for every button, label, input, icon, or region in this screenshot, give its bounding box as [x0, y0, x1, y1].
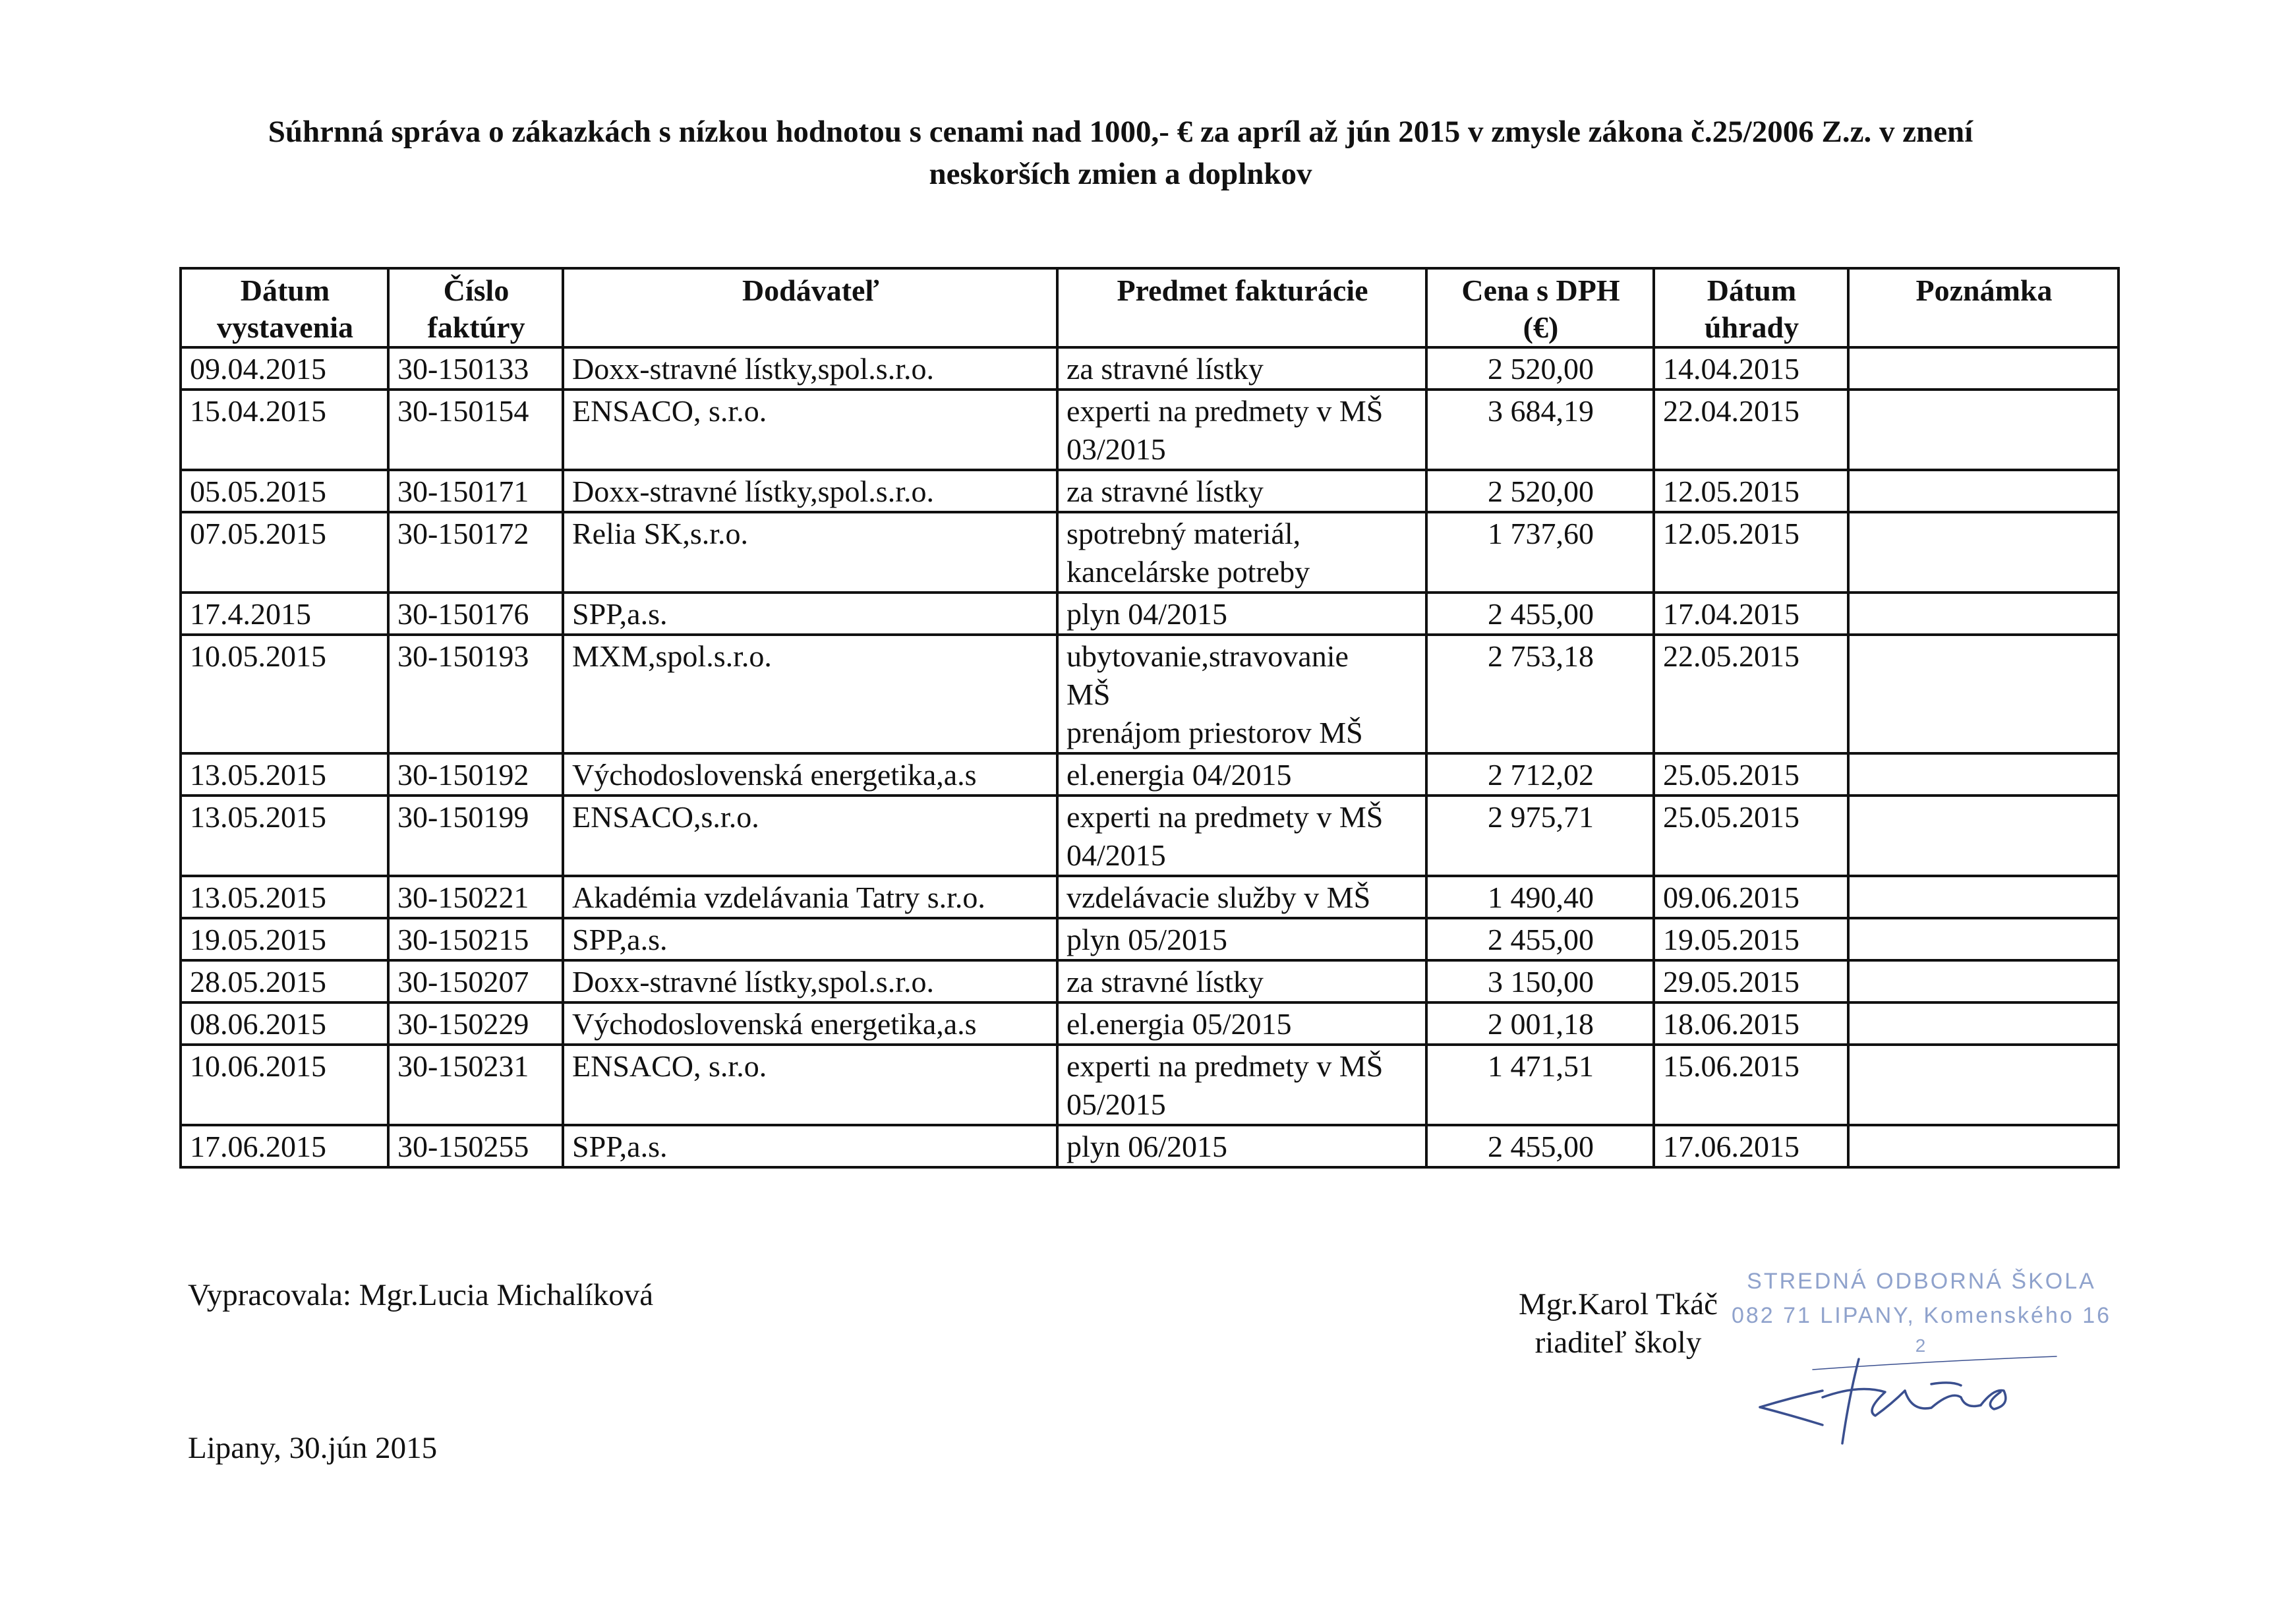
header-payment-date: Dátum úhrady	[1654, 268, 1848, 347]
cell-subject: el.energia 04/2015	[1057, 753, 1426, 796]
cell-issue-date: 28.05.2015	[181, 960, 388, 1002]
cell-invoice-number: 30-150229	[388, 1002, 563, 1045]
cell-subject: za stravné lístky	[1057, 347, 1426, 390]
cell-issue-date: 17.06.2015	[181, 1125, 388, 1167]
cell-note	[1848, 918, 2118, 960]
table-row	[181, 1045, 2118, 1125]
cell-invoice-number: 30-150199	[388, 796, 563, 876]
table-row	[181, 876, 2118, 918]
cell-issue-date: 17.4.2015	[181, 593, 388, 635]
cell-subject: vzdelávacie služby v MŠ	[1057, 876, 1426, 918]
table-row	[181, 1002, 2118, 1045]
cell-price: 2 753,18	[1426, 635, 1654, 753]
cell-invoice-number: 30-150176	[388, 593, 563, 635]
table-row	[181, 753, 2118, 796]
signature-strokes	[1760, 1356, 2057, 1443]
cell-note	[1848, 753, 2118, 796]
cell-note	[1848, 470, 2118, 512]
table-row	[181, 1125, 2118, 1167]
cell-note	[1848, 1045, 2118, 1125]
cell-price: 3 150,00	[1426, 960, 1654, 1002]
table-row	[181, 390, 2118, 470]
cell-supplier: ENSACO, s.r.o.	[563, 390, 1057, 470]
cell-price: 2 712,02	[1426, 753, 1654, 796]
table-row	[181, 918, 2118, 960]
cell-payment-date: 25.05.2015	[1654, 796, 1848, 876]
handwritten-signature	[1734, 1345, 2089, 1457]
cell-issue-date: 07.05.2015	[181, 512, 388, 593]
cell-price: 2 975,71	[1426, 796, 1654, 876]
table-row	[181, 470, 2118, 512]
cell-supplier: Doxx-stravné lístky,spol.s.r.o.	[563, 470, 1057, 512]
cell-price: 1 471,51	[1426, 1045, 1654, 1125]
document-title	[198, 111, 2043, 195]
cell-price: 2 520,00	[1426, 470, 1654, 512]
cell-price: 2 001,18	[1426, 1002, 1654, 1045]
cell-price: 3 684,19	[1426, 390, 1654, 470]
cell-subject: experti na predmety v MŠ 04/2015	[1057, 796, 1426, 876]
cell-payment-date: 17.04.2015	[1654, 593, 1848, 635]
cell-note	[1848, 635, 2118, 753]
cell-note	[1848, 960, 2118, 1002]
cell-payment-date: 18.06.2015	[1654, 1002, 1848, 1045]
cell-invoice-number: 30-150193	[388, 635, 563, 753]
cell-issue-date: 09.04.2015	[181, 347, 388, 390]
cell-payment-date: 14.04.2015	[1654, 347, 1848, 390]
cell-invoice-number: 30-150154	[388, 390, 563, 470]
cell-note	[1848, 390, 2118, 470]
director-name: Mgr.Karol Tkáč	[1519, 1287, 1718, 1321]
stamp-line-2: 082 71 LIPANY, Komenského 16	[1731, 1303, 2112, 1328]
cell-subject: experti na predmety v MŠ 05/2015	[1057, 1045, 1426, 1125]
table-row	[181, 347, 2118, 390]
cell-payment-date: 22.05.2015	[1654, 635, 1848, 753]
cell-subject: za stravné lístky	[1057, 960, 1426, 1002]
cell-note	[1848, 593, 2118, 635]
cell-subject: ubytovanie,stravovanie MŠ prenájom priestorov MŠ	[1057, 635, 1426, 753]
header-supplier: Dodávateľ	[563, 268, 1057, 347]
cell-supplier: SPP,a.s.	[563, 918, 1057, 960]
cell-supplier: SPP,a.s.	[563, 593, 1057, 635]
title-line-1: Súhrnná správa o zákazkách s nízkou hodnotou s cenami nad 1000,- € za apríl až jún 2015 v zmysle zákona č.25/2006 Z.z. v znení	[268, 115, 1973, 149]
cell-subject: plyn 04/2015	[1057, 593, 1426, 635]
stamp-line-1: STREDNÁ ODBORNÁ ŠKOLA	[1747, 1269, 2096, 1294]
cell-subject: spotrebný materiál, kancelárske potreby	[1057, 512, 1426, 593]
table-row	[181, 635, 2118, 753]
cell-issue-date: 13.05.2015	[181, 876, 388, 918]
cell-price: 2 455,00	[1426, 593, 1654, 635]
cell-payment-date: 22.04.2015	[1654, 390, 1848, 470]
cell-subject: el.energia 05/2015	[1057, 1002, 1426, 1045]
cell-supplier: Doxx-stravné lístky,spol.s.r.o.	[563, 347, 1057, 390]
header-price: Cena s DPH (€)	[1426, 268, 1654, 347]
cell-payment-date: 19.05.2015	[1654, 918, 1848, 960]
cell-payment-date: 12.05.2015	[1654, 470, 1848, 512]
cell-payment-date: 29.05.2015	[1654, 960, 1848, 1002]
cell-invoice-number: 30-150215	[388, 918, 563, 960]
cell-issue-date: 08.06.2015	[181, 1002, 388, 1045]
cell-subject: plyn 06/2015	[1057, 1125, 1426, 1167]
cell-invoice-number: 30-150172	[388, 512, 563, 593]
table-row	[181, 512, 2118, 593]
cell-supplier: ENSACO,s.r.o.	[563, 796, 1057, 876]
place-and-date: Lipany, 30.jún 2015	[188, 1431, 438, 1465]
cell-supplier: Východoslovenská energetika,a.s	[563, 753, 1057, 796]
header-issue-date: Dátum vystavenia	[181, 268, 388, 347]
cell-invoice-number: 30-150171	[388, 470, 563, 512]
cell-invoice-number: 30-150133	[388, 347, 563, 390]
director-title: riaditeľ školy	[1534, 1325, 1702, 1360]
cell-supplier: ENSACO, s.r.o.	[563, 1045, 1057, 1125]
table-header-row	[181, 268, 2118, 347]
cell-invoice-number: 30-150255	[388, 1125, 563, 1167]
cell-invoice-number: 30-150221	[388, 876, 563, 918]
table-row	[181, 960, 2118, 1002]
cell-price: 2 455,00	[1426, 1125, 1654, 1167]
cell-supplier: Relia SK,s.r.o.	[563, 512, 1057, 593]
cell-issue-date: 13.05.2015	[181, 796, 388, 876]
cell-supplier: Akadémia vzdelávania Tatry s.r.o.	[563, 876, 1057, 918]
invoice-table	[179, 267, 2120, 1169]
cell-note	[1848, 512, 2118, 593]
header-subject: Predmet fakturácie	[1057, 268, 1426, 347]
cell-invoice-number: 30-150231	[388, 1045, 563, 1125]
prepared-by: Vypracovala: Mgr.Lucia Michalíková	[188, 1278, 654, 1312]
table-body	[181, 347, 2118, 1167]
cell-note	[1848, 796, 2118, 876]
cell-issue-date: 15.04.2015	[181, 390, 388, 470]
cell-note	[1848, 347, 2118, 390]
cell-payment-date: 25.05.2015	[1654, 753, 1848, 796]
cell-subject: experti na predmety v MŠ 03/2015	[1057, 390, 1426, 470]
cell-issue-date: 05.05.2015	[181, 470, 388, 512]
cell-issue-date: 10.06.2015	[181, 1045, 388, 1125]
cell-payment-date: 15.06.2015	[1654, 1045, 1848, 1125]
cell-supplier: SPP,a.s.	[563, 1125, 1057, 1167]
cell-supplier: Východoslovenská energetika,a.s	[563, 1002, 1057, 1045]
cell-payment-date: 09.06.2015	[1654, 876, 1848, 918]
table-row	[181, 796, 2118, 876]
stamp-line-3: 2	[1915, 1335, 1928, 1356]
cell-note	[1848, 876, 2118, 918]
cell-issue-date: 13.05.2015	[181, 753, 388, 796]
cell-invoice-number: 30-150207	[388, 960, 563, 1002]
header-invoice-number: Číslo faktúry	[388, 268, 563, 347]
cell-note	[1848, 1125, 2118, 1167]
cell-price: 1 737,60	[1426, 512, 1654, 593]
cell-price: 2 520,00	[1426, 347, 1654, 390]
cell-payment-date: 12.05.2015	[1654, 512, 1848, 593]
header-note: Poznámka	[1848, 268, 2118, 347]
cell-payment-date: 17.06.2015	[1654, 1125, 1848, 1167]
cell-issue-date: 10.05.2015	[181, 635, 388, 753]
title-line-2: neskorších zmien a doplnkov	[929, 157, 1312, 191]
cell-supplier: MXM,spol.s.r.o.	[563, 635, 1057, 753]
table-row	[181, 593, 2118, 635]
cell-note	[1848, 1002, 2118, 1045]
cell-price: 1 490,40	[1426, 876, 1654, 918]
cell-price: 2 455,00	[1426, 918, 1654, 960]
cell-subject: plyn 05/2015	[1057, 918, 1426, 960]
cell-issue-date: 19.05.2015	[181, 918, 388, 960]
cell-invoice-number: 30-150192	[388, 753, 563, 796]
cell-subject: za stravné lístky	[1057, 470, 1426, 512]
cell-supplier: Doxx-stravné lístky,spol.s.r.o.	[563, 960, 1057, 1002]
